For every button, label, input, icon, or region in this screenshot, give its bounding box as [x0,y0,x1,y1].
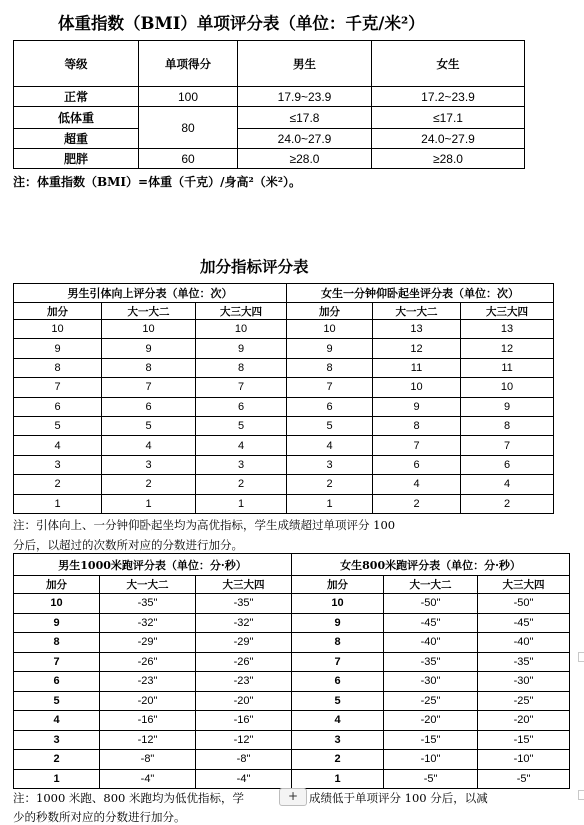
table-cell: 6 [373,455,461,474]
table-cell: 2 [102,475,196,494]
female-situp-caption: 女生一分钟仰卧起坐评分表（单位：次） [287,284,554,303]
table-cell: 1 [292,769,384,789]
table-cell: 3 [292,730,384,750]
header-year12: 大一大二 [384,576,478,594]
table-cell: -29" [100,633,196,653]
header-score: 单项得分 [139,41,238,87]
table-cell: 2 [287,475,373,494]
grade-cell: 正常 [14,87,139,107]
table-cell: 3 [14,455,102,474]
table-cell: -20" [478,711,570,731]
table-cell: 8 [14,358,102,377]
header-year12: 大一大二 [102,303,196,320]
grade-cell: 低体重 [14,107,139,129]
header-year34: 大三大四 [478,576,570,594]
table-cell: -20" [100,691,196,711]
table-cell: 5 [196,416,287,435]
bmi-score-table [13,40,525,169]
table-row [14,633,570,653]
table-cell: 10 [14,594,100,614]
table-row [14,769,570,789]
table-row [14,613,570,633]
table-row [14,378,554,397]
table-cell: -32" [100,613,196,633]
bmi-table-title: 体重指数（BMI）单项评分表（单位：千克/米²） [58,14,425,33]
table-cell: 4 [14,711,100,731]
table-cell: 4 [461,475,554,494]
table-cell: 3 [287,455,373,474]
table-row [14,358,554,377]
table-cell: 7 [14,378,102,397]
table-cell: 8 [102,358,196,377]
table-row [14,397,554,416]
table-cell: -32" [196,613,292,633]
table-cell: 6 [14,672,100,692]
table-row [14,475,554,494]
table-cell: -5" [384,769,478,789]
table-cell: -8" [100,750,196,770]
table-cell: 7 [14,652,100,672]
table-cell: 5 [102,416,196,435]
table-row [14,436,554,455]
header-year12: 大一大二 [100,576,196,594]
table-cell: 4 [102,436,196,455]
table-cell: 8 [287,358,373,377]
header-year34: 大三大四 [196,576,292,594]
table-cell: -15" [384,730,478,750]
female-range-cell: ≤17.1 [372,107,525,129]
table-row [14,750,570,770]
table-cell: -12" [196,730,292,750]
table-cell: 2 [461,494,554,513]
header-male: 男生 [238,41,372,87]
table-cell: 4 [373,475,461,494]
table-row [14,711,570,731]
table-cell: 3 [196,455,287,474]
table-row [14,339,554,358]
score-cell: 60 [139,149,238,169]
table-row [14,149,525,169]
male-1000m-caption: 男生1000米跑评分表（单位：分·秒） [14,554,292,576]
table-cell: 4 [196,436,287,455]
table-cell: 9 [461,397,554,416]
pullup-note-line1: 注：引体向上、一分钟仰卧起坐均为高优指标，学生成绩超过单项评分 100 [13,518,396,532]
table-header-row [14,576,570,594]
female-range-cell: 24.0~27.9 [372,129,525,149]
table-cell: 5 [14,691,100,711]
table-cell: -30" [384,672,478,692]
table-cell: -50" [384,594,478,614]
table-cell: -29" [196,633,292,653]
table-cell: -30" [478,672,570,692]
score-cell: 80 [139,107,238,149]
pullup-note-line2: 分后，以超过的次数所对应的分数进行加分。 [13,538,243,552]
table-cell: 8 [373,416,461,435]
table-cell: 8 [14,633,100,653]
table-cell: 11 [373,358,461,377]
insert-plus-button[interactable]: + [279,788,307,806]
table-cell: -26" [100,652,196,672]
table-cell: 13 [373,320,461,339]
header-year12: 大一大二 [373,303,461,320]
table-cell: 7 [196,378,287,397]
table-cell: 8 [196,358,287,377]
table-cell: -4" [100,769,196,789]
table-cell: 10 [102,320,196,339]
table-row [14,87,525,107]
table-cell: 3 [14,730,100,750]
female-800m-caption: 女生800米跑评分表（单位：分·秒） [292,554,570,576]
table-cell: 8 [461,416,554,435]
table-cell: 9 [102,339,196,358]
table-cell: -40" [478,633,570,653]
table-cell: 13 [461,320,554,339]
pullup-situp-table [13,283,554,514]
table-cell: -20" [196,691,292,711]
header-bonus: 加分 [287,303,373,320]
table-cell: 9 [14,613,100,633]
table-cell: -23" [100,672,196,692]
male-range-cell: ≤17.8 [238,107,372,129]
table-cell: 12 [461,339,554,358]
table-cell: 2 [14,750,100,770]
table-cell: -16" [196,711,292,731]
table-cell: 8 [292,633,384,653]
bonus-table-title: 加分指标评分表 [200,257,309,276]
table-row [14,320,554,339]
table-cell: 5 [287,416,373,435]
table-cell: 5 [14,416,102,435]
table-cell: -4" [196,769,292,789]
bmi-note: 注：体重指数（BMI）=体重（千克）/身高²（米²）。 [13,175,301,189]
female-range-cell: ≥28.0 [372,149,525,169]
table-cell: -35" [100,594,196,614]
table-row [14,691,570,711]
table-cell: 1 [14,769,100,789]
header-year34: 大三大四 [196,303,287,320]
table-cell: -45" [384,613,478,633]
header-bonus: 加分 [14,303,102,320]
table-cell: 4 [287,436,373,455]
male-range-cell: ≥28.0 [238,149,372,169]
header-female: 女生 [372,41,525,87]
table-header-row [14,41,525,87]
header-bonus: 加分 [292,576,384,594]
table-cell: 9 [292,613,384,633]
table-cell: 10 [373,378,461,397]
table-cell: 5 [292,691,384,711]
table-cell: 6 [292,672,384,692]
table-cell: -35" [196,594,292,614]
table-cell: 1 [287,494,373,513]
table-cell: -8" [196,750,292,770]
table-caption-row [14,284,554,303]
table-row [14,416,554,435]
female-range-cell: 17.2~23.9 [372,87,525,107]
resize-handle[interactable] [578,652,584,662]
table-cell: 6 [287,397,373,416]
table-cell: 3 [102,455,196,474]
table-cell: -10" [478,750,570,770]
running-note-line2: 少的秒数所对应的分数进行加分。 [13,810,186,824]
running-rows [14,594,570,789]
table-cell: 9 [14,339,102,358]
table-cell: 12 [373,339,461,358]
table-cell: 9 [373,397,461,416]
table-cell: 1 [102,494,196,513]
table-cell: 1 [14,494,102,513]
table-cell: 9 [196,339,287,358]
table-cell: -45" [478,613,570,633]
table-cell: 10 [287,320,373,339]
table-cell: -10" [384,750,478,770]
table-cell: 2 [196,475,287,494]
table-caption-row [14,554,570,576]
table-cell: 7 [461,436,554,455]
running-note-line1-a: 注：1000 米跑、800 米跑均为低优指标，学 [13,791,245,805]
male-range-cell: 24.0~27.9 [238,129,372,149]
male-pullup-caption: 男生引体向上评分表（单位：次） [14,284,287,303]
table-row [14,494,554,513]
table-cell: 6 [461,455,554,474]
score-cell: 100 [139,87,238,107]
header-grade: 等级 [14,41,139,87]
table-cell: -25" [478,691,570,711]
table-cell: 10 [461,378,554,397]
table-cell: -50" [478,594,570,614]
table-cell: 7 [102,378,196,397]
table-row [14,730,570,750]
running-note-line1-b: 成绩低于单项评分 100 分后，以减 [309,791,488,805]
table-cell: -5" [478,769,570,789]
table-row [14,672,570,692]
table-cell: 10 [292,594,384,614]
table-row [14,107,525,129]
pullup-situp-rows [14,320,554,514]
table-cell: 6 [196,397,287,416]
running-table [13,553,570,789]
table-header-row [14,303,554,320]
table-cell: -25" [384,691,478,711]
table-cell: 6 [14,397,102,416]
grade-cell: 肥胖 [14,149,139,169]
table-cell: 2 [292,750,384,770]
table-cell: 7 [287,378,373,397]
table-cell: -16" [100,711,196,731]
resize-handle[interactable] [578,790,584,800]
header-bonus: 加分 [14,576,100,594]
table-row [14,129,525,149]
table-row [14,594,570,614]
table-cell: 7 [373,436,461,455]
table-cell: -26" [196,652,292,672]
table-cell: -23" [196,672,292,692]
table-cell: -15" [478,730,570,750]
table-cell: 11 [461,358,554,377]
table-row [14,652,570,672]
table-cell: 4 [14,436,102,455]
table-row [14,455,554,474]
table-cell: 10 [14,320,102,339]
table-cell: 7 [292,652,384,672]
table-cell: -35" [478,652,570,672]
table-cell: 2 [373,494,461,513]
table-cell: 4 [292,711,384,731]
header-year34: 大三大四 [461,303,554,320]
table-cell: -20" [384,711,478,731]
table-cell: 10 [196,320,287,339]
grade-cell: 超重 [14,129,139,149]
table-cell: 6 [102,397,196,416]
table-cell: 9 [287,339,373,358]
table-cell: 2 [14,475,102,494]
table-cell: -12" [100,730,196,750]
table-cell: -40" [384,633,478,653]
male-range-cell: 17.9~23.9 [238,87,372,107]
table-cell: 1 [196,494,287,513]
table-cell: -35" [384,652,478,672]
